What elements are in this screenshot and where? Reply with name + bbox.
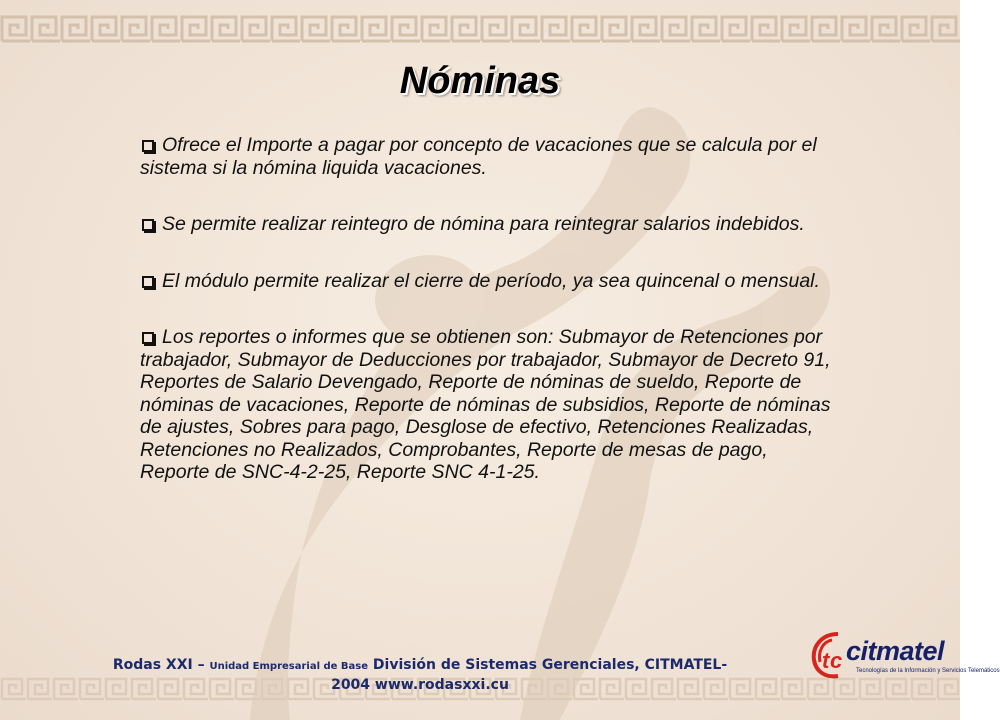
list-item — [140, 270, 840, 293]
list-item — [140, 326, 840, 484]
checkbox-bullet-icon — [142, 219, 154, 231]
page-title: Nóminas — [399, 60, 561, 102]
footer-dash: – — [197, 657, 205, 673]
logo-wordmark: citmatel — [846, 636, 945, 666]
footer-division: División de Sistemas Gerenciales, CITMATEL- — [372, 657, 728, 673]
svg-text:t: t — [822, 648, 830, 673]
footer-unit: Unidad Empresarial de Base — [209, 661, 369, 672]
list-item — [140, 213, 840, 236]
bullet-text: Se permite realizar reintegro de nómina para reintegrar salarios indebidos. — [162, 213, 805, 235]
footer-year-url[interactable]: 2004 www.rodasxxi.cu — [331, 677, 509, 693]
bullet-text: El módulo permite realizar el cierre de período, ya sea quincenal o mensual. — [162, 269, 820, 292]
list-item — [140, 134, 840, 179]
logo-tagline: Tecnologías de la Información y Servicios Telemáticos — [856, 668, 1000, 674]
checkbox-bullet-icon — [142, 140, 154, 152]
checkbox-bullet-icon — [142, 332, 154, 344]
bullet-text: Ofrece el Importe a pagar por concepto de vacaciones que se calcula por el sistema si la nómina liquida vacaciones. — [140, 134, 817, 179]
citmatel-logo — [808, 630, 1000, 692]
bullet-list — [140, 134, 840, 484]
footer-org: Rodas XXI — [112, 657, 193, 673]
checkbox-bullet-icon — [142, 276, 154, 288]
footer-credits — [30, 656, 810, 695]
bullet-text: Los reportes o informes que se obtienen son: Submayor de Retenciones por trabajador, Submayor de Deducciones por trabajador, Submayor de Decreto 91, Reportes de Salario Devengado, Reporte de nóminas de sueldo, Reporte de nóminas de vacaciones, Reporte de nóminas de subsidios, Reporte de nóminas de ajustes, Sobres para pago, Desglose de efectivo, Retenciones Realizadas, Retenciones no Realizados, Comprobantes, Reporte de mesas de pago, Reporte de SNC-4-2-25, Reporte SNC 4-1-25. — [140, 326, 831, 483]
svg-text:c: c — [830, 648, 843, 673]
